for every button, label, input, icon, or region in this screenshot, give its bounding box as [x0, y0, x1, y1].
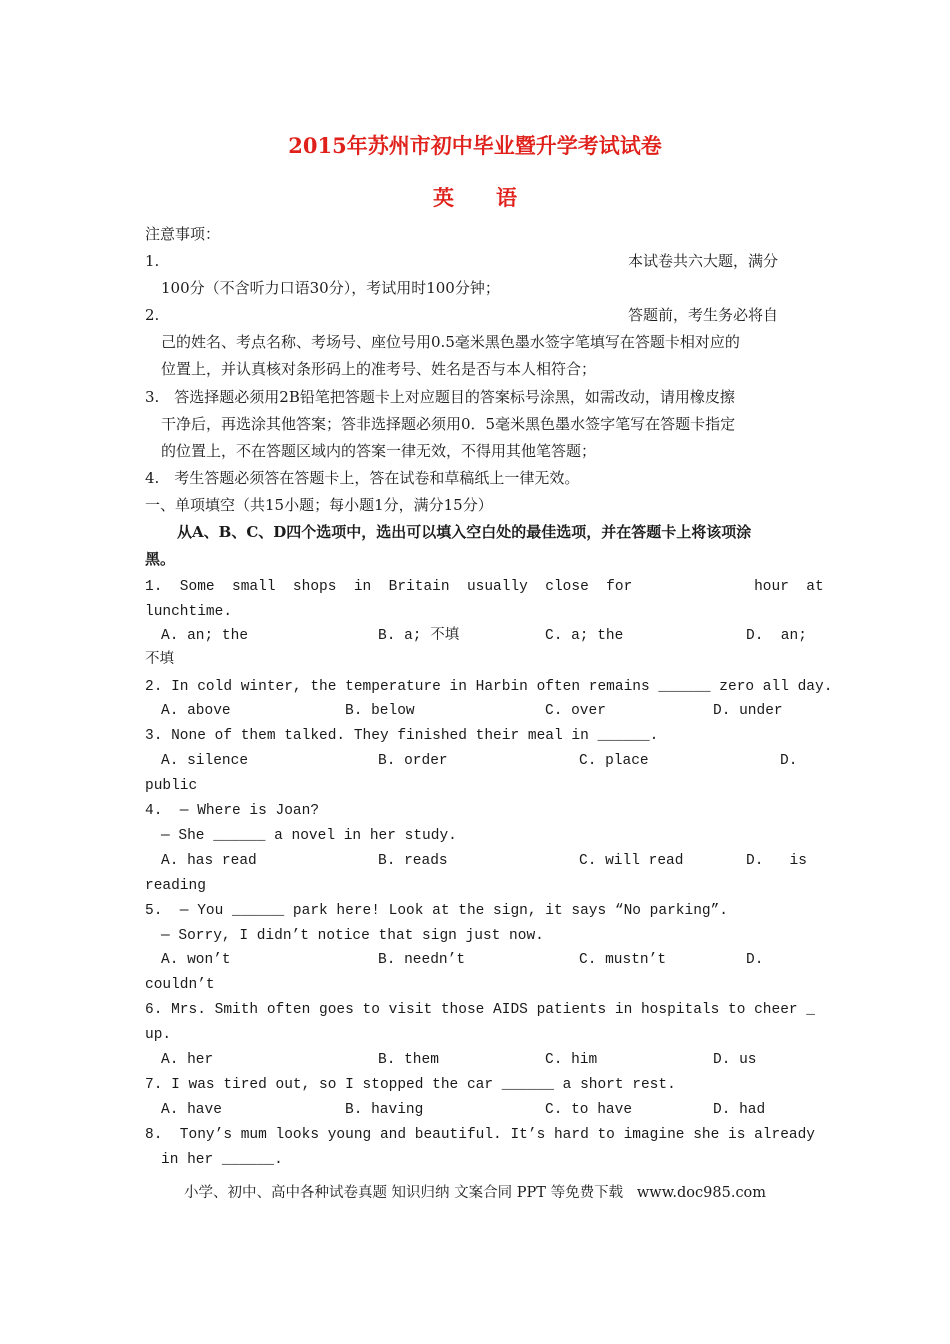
question-4-stem-line-1: 4. — Where is Joan? [145, 803, 320, 819]
question-5-option-c: C. mustn’t [579, 952, 667, 968]
question-1-option-a: A. an; the [161, 628, 249, 644]
page-footer: 小学、初中、高中各种试卷真题 知识归纳 文案合同 PPT 等免费下载 www.doc985.com [183, 1185, 767, 1201]
question-3-option-c: C. place [579, 753, 649, 769]
section-1-heading: 一、单项填空（共15小题；每小题1分，满分15分） [145, 496, 493, 514]
note-1-line-1: 本试卷共六大题，满分 [628, 252, 779, 270]
question-4-option-d: D. is [746, 853, 807, 869]
question-1-stem-line-1: 1. Some small shops in Britain usually close for hour at [145, 579, 824, 595]
note-3-line-3: 的位置上，不在答题区域内的答案一律无效，不得用其他笔答题； [161, 442, 597, 460]
note-2-number: 2. [145, 306, 160, 324]
question-3-option-a: A. silence [161, 753, 249, 769]
question-5-option-a: A. won’t [161, 952, 231, 968]
notes-heading: 注意事项： [145, 225, 221, 243]
subject-title: 英 语 [433, 185, 517, 210]
question-8-stem-line-2: in her ______. [161, 1152, 283, 1168]
question-1-option-c: C. a; the [545, 628, 624, 644]
question-1-option-d: D. an; [746, 628, 807, 644]
question-1-stem-line-2: lunchtime. [145, 604, 233, 620]
question-4-option-b: B. reads [378, 853, 448, 869]
question-7-option-c: C. to have [545, 1102, 633, 1118]
question-2-option-d: D. under [713, 703, 783, 719]
note-2-line-1: 答题前，考生务必将自 [628, 306, 779, 324]
note-4: 4. 考生答题必须答在答题卡上，答在试卷和草稿纸上一律无效。 [145, 469, 580, 487]
question-6-option-b: B. them [378, 1052, 439, 1068]
question-3-stem: 3. None of them talked. They finished their meal in ______. [145, 728, 659, 744]
question-6-option-d: D. us [713, 1052, 757, 1068]
question-2-option-c: C. over [545, 703, 606, 719]
question-5-option-d: D. [746, 952, 764, 968]
question-3-option-d-cont: public [145, 778, 198, 794]
question-5-option-d-cont: couldn’t [145, 977, 215, 993]
question-7-stem: 7. I was tired out, so I stopped the car ______ a short rest. [145, 1077, 676, 1093]
question-3-option-b: B. order [378, 753, 448, 769]
question-7-option-b: B. having [345, 1102, 424, 1118]
question-8-stem-line-1: 8. Tony’s mum looks young and beautiful. It’s hard to imagine she is already [145, 1127, 816, 1143]
question-6-stem-line-1: 6. Mrs. Smith often goes to visit those AIDS patients in hospitals to cheer _ [145, 1002, 816, 1018]
question-7-option-a: A. have [161, 1102, 222, 1118]
note-1-number: 1. [145, 252, 160, 270]
question-3-option-d: D. [780, 753, 798, 769]
note-3-line-1: 3. 答选择题必须用2B铅笔把答题卡上对应题目的答案标号涂黑，如需改动，请用橡皮擦 [145, 388, 735, 406]
question-2-option-a: A. above [161, 703, 231, 719]
question-2-stem: 2. In cold winter, the temperature in Harbin often remains ______ zero all day. [145, 679, 833, 695]
question-4-option-c: C. will read [579, 853, 684, 869]
question-4-stem-line-2: — She ______ a novel in her study. [161, 828, 457, 844]
section-1-instruction-line-2: 黑。 [145, 550, 176, 568]
question-5-stem-line-1: 5. — You ______ park here! Look at the sign, it says “No parking”. [145, 903, 728, 919]
note-3-line-2: 干净后，再选涂其他答案；答非选择题必须用0．5毫米黑色墨水签字笔写在答题卡指定 [161, 415, 736, 433]
question-4-option-a: A. has read [161, 853, 257, 869]
question-4-option-d-cont: reading [145, 878, 206, 894]
question-6-option-a: A. her [161, 1052, 214, 1068]
note-1-line-2: 100分（不含听力口语30分），考试用时100分钟； [161, 279, 500, 297]
question-1-option-b: B. a; 不填 [378, 628, 460, 644]
note-2-line-3: 位置上，并认真核对条形码上的准考号、姓名是否与本人相符合； [161, 360, 597, 378]
section-1-instruction-line-1: 从A、B、C、D四个选项中，选出可以填入空白处的最佳选项，并在答题卡上将该项涂 [177, 523, 752, 541]
question-7-option-d: D. had [713, 1102, 766, 1118]
question-5-option-b: B. needn’t [378, 952, 466, 968]
question-1-option-d-cont: 不填 [145, 652, 174, 668]
question-6-option-c: C. him [545, 1052, 598, 1068]
exam-title: 2015年苏州市初中毕业暨升学考试试卷 [288, 133, 662, 158]
question-2-option-b: B. below [345, 703, 415, 719]
question-6-stem-line-2: up. [145, 1027, 172, 1043]
question-5-stem-line-2: — Sorry, I didn’t notice that sign just now. [161, 928, 544, 944]
note-2-line-2: 己的姓名、考点名称、考场号、座位号用0.5毫米黑色墨水签字笔填写在答题卡相对应的 [161, 333, 740, 351]
